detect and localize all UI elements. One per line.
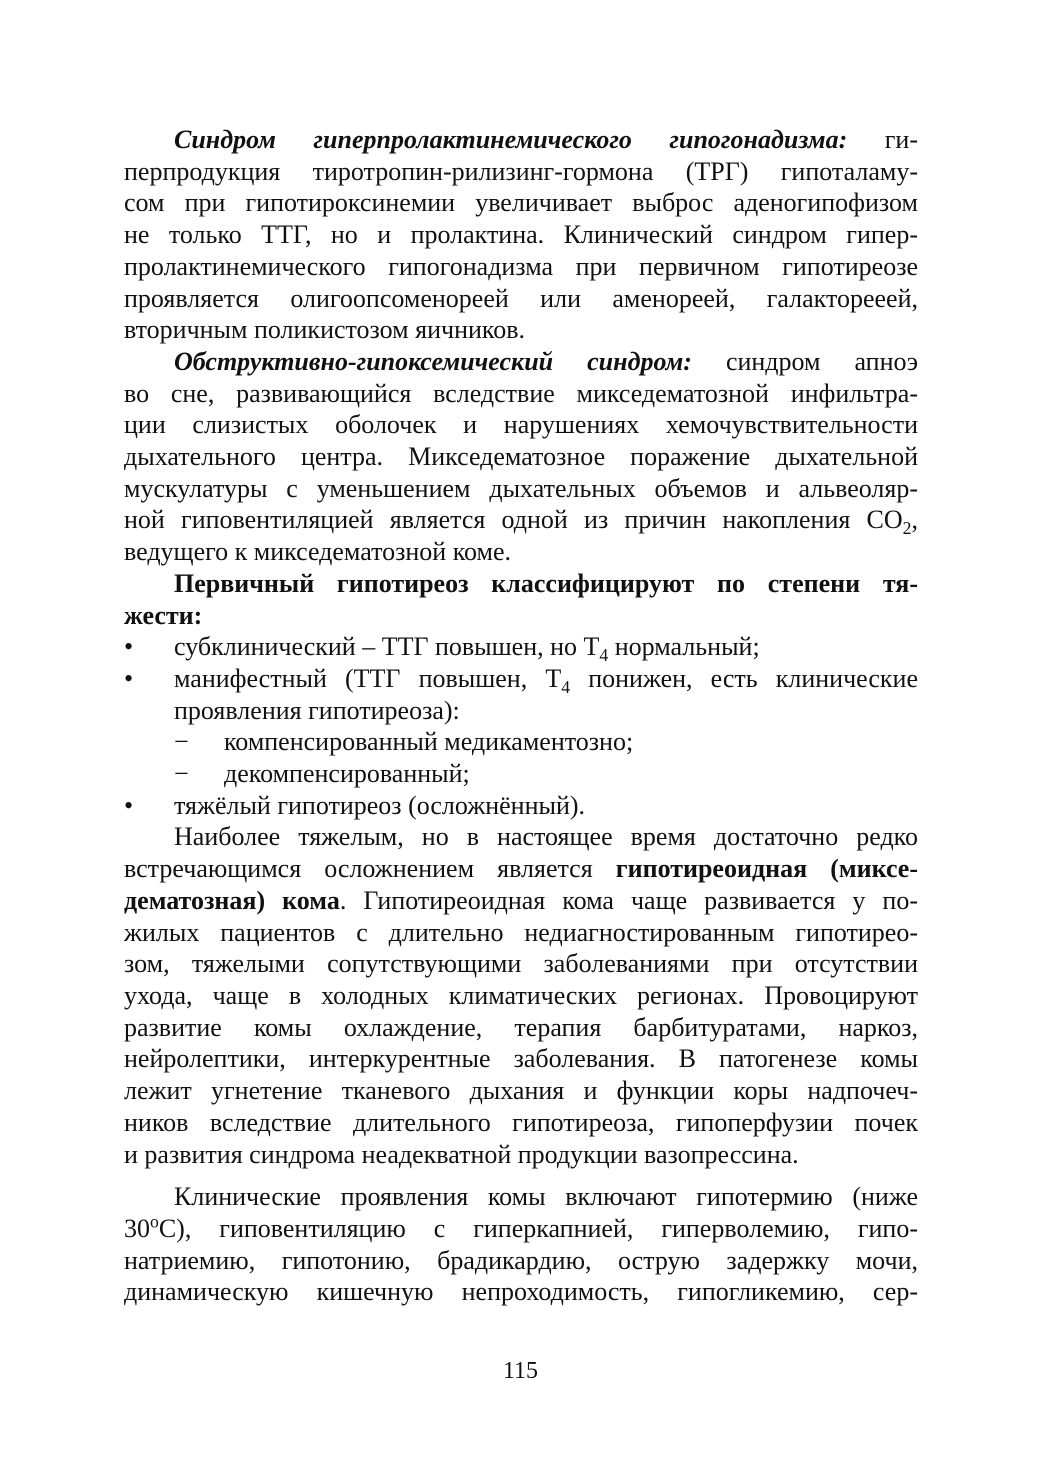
text-line: Клинические проявления комы включают гипотермию (ниже bbox=[174, 1182, 918, 1212]
text-line: вторичным поликистозом яичников. bbox=[124, 315, 525, 345]
subscript: 2 bbox=[902, 518, 912, 539]
text-line: перпродукция тиротропин-рилизинг-гормона (ТРГ) гипоталаму- bbox=[124, 156, 918, 186]
paragraph-hyperprolactinemic-syndrome bbox=[124, 124, 918, 346]
text-line: тяжёлый гипотиреоз (осложнённый). bbox=[174, 790, 586, 820]
text-line: зом, тяжелыми сопутствующими заболеваниями при отсутствии bbox=[124, 949, 918, 979]
text-fragment: синдром апноэ bbox=[691, 346, 918, 376]
text-fragment: 30 bbox=[124, 1213, 150, 1243]
text-line bbox=[124, 124, 918, 156]
list-item bbox=[124, 790, 918, 822]
text-line: жилых пациентов с длительно недиагностированным гипотирео- bbox=[124, 917, 918, 947]
text-line: нейролептики, интеркурентные заболевания. В патогенезе комы bbox=[124, 1044, 918, 1074]
text-line: динамическую кишечную непроходимость, гипогликемию, сер- bbox=[124, 1277, 918, 1307]
subscript: 4 bbox=[561, 677, 571, 698]
text-fragment: субклинический – ТТГ повышен, но Т bbox=[174, 632, 600, 662]
text-line bbox=[124, 346, 918, 378]
text-fragment: . Гипотиреоидная кома чаще развивается у по- bbox=[339, 885, 918, 915]
text-line: ников вследствие длительного гипотиреоза, гипоперфузии почек bbox=[124, 1107, 918, 1137]
text-line: натриемию, гипотонию, брадикардию, острую задержку мочи, bbox=[124, 1245, 918, 1275]
text-line bbox=[174, 631, 918, 666]
text-line bbox=[124, 504, 918, 539]
bold-term: гипотиреоидная (миксе- bbox=[615, 854, 918, 884]
text-line bbox=[174, 663, 918, 698]
subscript: 4 bbox=[599, 645, 609, 666]
sub-list-item bbox=[124, 758, 918, 790]
paragraph-hypothyroid-coma bbox=[124, 821, 918, 1170]
bullet-marker: • bbox=[124, 663, 134, 693]
text-line: Наиболее тяжелым, но в настоящее время достаточно редко bbox=[174, 822, 918, 852]
classification-heading: Первичный гипотиреоз классифицируют по степени тя- bbox=[174, 568, 918, 598]
text-line: дыхательного центра. Микседематозное поражение дыхательной bbox=[124, 442, 918, 472]
text-fragment: манифестный (ТТГ повышен, Т bbox=[174, 663, 562, 693]
list-item bbox=[124, 631, 918, 666]
text-fragment: ги- bbox=[847, 125, 918, 154]
text-line bbox=[124, 853, 918, 885]
page-number: 115 bbox=[502, 1358, 539, 1384]
text-line: сом при гипотироксинемии увеличивает выброс аденогипофизом bbox=[124, 188, 918, 218]
list-item bbox=[124, 663, 918, 726]
term-heading: Синдром гиперпролактинемического гипогонадизма: bbox=[174, 125, 848, 154]
text-fragment: ной гиповентиляцией является одной из причин накопления СО bbox=[124, 505, 903, 535]
page-body bbox=[124, 124, 918, 1308]
text-line: лежит угнетение тканевого дыхания и функции коры надпочеч- bbox=[124, 1076, 918, 1106]
classification-heading-cont: жести: bbox=[124, 600, 203, 630]
text-line: не только ТТГ, но и пролактина. Клинический синдром гипер- bbox=[124, 220, 918, 250]
superscript: о bbox=[150, 1211, 159, 1232]
text-line bbox=[124, 885, 918, 917]
text-line: ухода, чаще в холодных климатических регионах. Провоцируют bbox=[124, 980, 918, 1010]
text-fragment: , bbox=[911, 505, 918, 535]
text-line: ции слизистых оболочек и нарушениях хемочувствительности bbox=[124, 410, 918, 440]
text-line: пролактинемического гипогонадизма при первичном гипотиреозе bbox=[124, 251, 918, 281]
bullet-marker: • bbox=[124, 790, 134, 820]
bold-term: дематозная) кома bbox=[124, 885, 340, 915]
bullet-marker: • bbox=[124, 632, 134, 662]
paragraph-coma-manifestations bbox=[124, 1181, 918, 1308]
text-line: и развития синдрома неадекватной продукции вазопрессина. bbox=[124, 1139, 799, 1169]
text-fragment: нормальный; bbox=[608, 632, 760, 662]
text-line: во сне, развивающийся вследствие микседематозной инфильтра- bbox=[124, 378, 918, 408]
dash-marker: − bbox=[174, 759, 189, 789]
text-line: развитие комы охлаждение, терапия барбитуратами, наркоз, bbox=[124, 1012, 918, 1042]
classification-section bbox=[124, 568, 918, 822]
text-line: ведущего к микседематозной коме. bbox=[124, 537, 512, 567]
paragraph-obstructive-hypoxemic-syndrome bbox=[124, 346, 918, 568]
text-line: проявляется олигоопсоменореей или аменореей, галакторееей, bbox=[124, 283, 918, 313]
text-fragment: С), гиповентиляцию с гиперкапнией, гиперволемию, гипо- bbox=[158, 1213, 918, 1243]
sub-list-item bbox=[124, 726, 918, 758]
text-line: компенсированный медикаментозно; bbox=[224, 727, 634, 757]
text-line bbox=[124, 1213, 918, 1245]
text-fragment: встречающимся осложнением является bbox=[124, 854, 616, 884]
text-line: декомпенсированный; bbox=[224, 759, 470, 789]
text-line: мускулатуры с уменьшением дыхательных объемов и альвеоляр- bbox=[124, 473, 918, 503]
text-line: проявления гипотиреоза): bbox=[174, 695, 460, 725]
dash-marker: − bbox=[174, 727, 189, 757]
text-fragment: понижен, есть клинические bbox=[570, 663, 918, 693]
term-heading: Обструктивно-гипоксемический синдром: bbox=[174, 346, 692, 376]
